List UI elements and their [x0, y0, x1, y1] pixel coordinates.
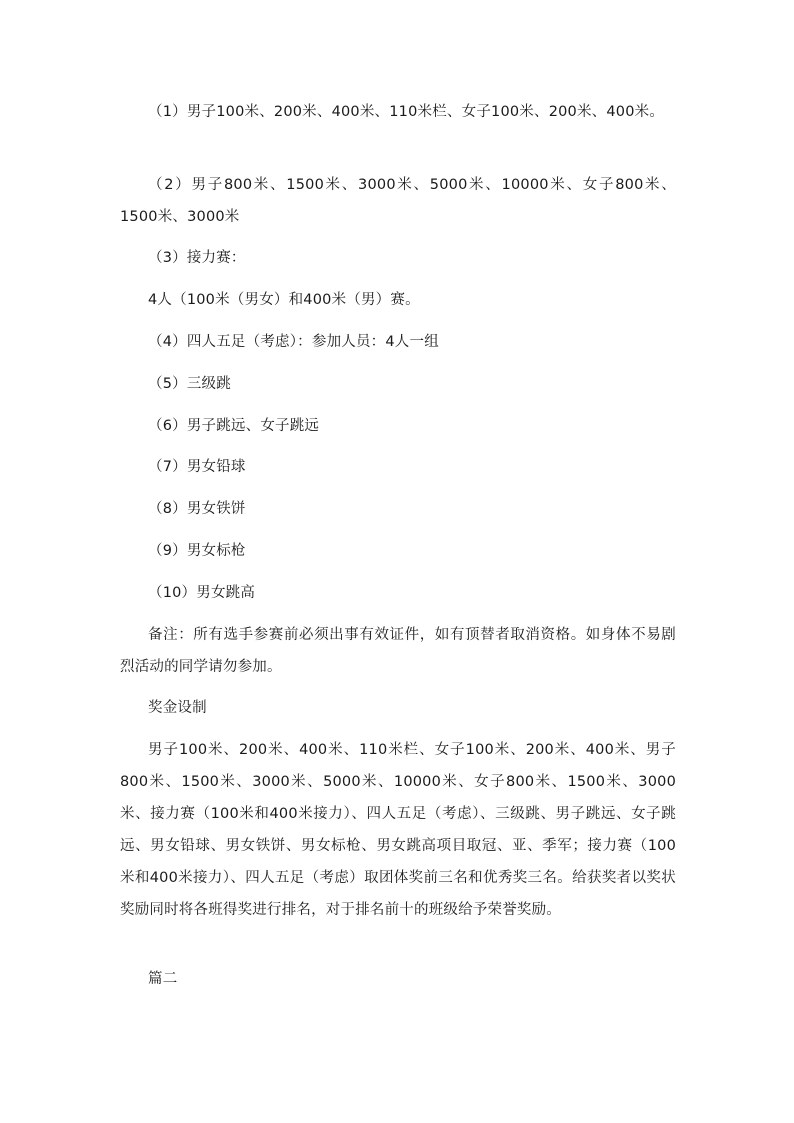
- event-item-6: （6）男子跳远、女子跳远: [148, 418, 320, 434]
- relay-detail: 4人（100米（男女）和400米（男）赛。: [148, 292, 420, 308]
- event-item-4: （4）四人五足（考虑）：参加人员：4人一组: [148, 334, 439, 350]
- section-heading-part-two: 篇二: [148, 971, 178, 987]
- event-item-2: （2）男子800米、1500米、3000米、5000米、10000米、女子800米、1500米、3000米: [120, 177, 676, 225]
- event-item-10: （10）男女跳高: [148, 585, 256, 601]
- event-item-5: （5）三级跳: [148, 376, 231, 392]
- event-item-3: （3）接力赛：: [148, 250, 246, 266]
- section-heading-awards: 奖金设制: [148, 700, 207, 716]
- event-item-9: （9）男女标枪: [148, 543, 246, 559]
- awards-paragraph: 男子100米、200米、400米、110米栏、女子100米、200米、400米、男子800米、1500米、3000米、5000米、10000米、女子800米、1500米、3000米、接力赛（100米和400米接力）、四人五足（考虑）、三级跳、男子跳远、女子跳远、男女铅球、男女铁饼、男女标枪、男女跳高项目取冠、亚、季军；接力赛（100米和400米接力）、四人五足（考虑）取团体奖前三名和优秀奖三名。给获奖者以奖状奖励同时将各班得奖进行排名，对于排名前十的班级给予荣誉奖励。: [120, 742, 676, 918]
- event-item-8: （8）男女铁饼: [148, 501, 246, 517]
- event-item-7: （7）男女铅球: [148, 459, 246, 475]
- event-item-1: （1）男子100米、200米、400米、110米栏、女子100米、200米、400米。: [148, 104, 665, 120]
- remarks-paragraph: 备注：所有选手参赛前必须出事有效证件，如有顶替者取消资格。如身体不易剧烈活动的同学请勿参加。: [120, 627, 676, 675]
